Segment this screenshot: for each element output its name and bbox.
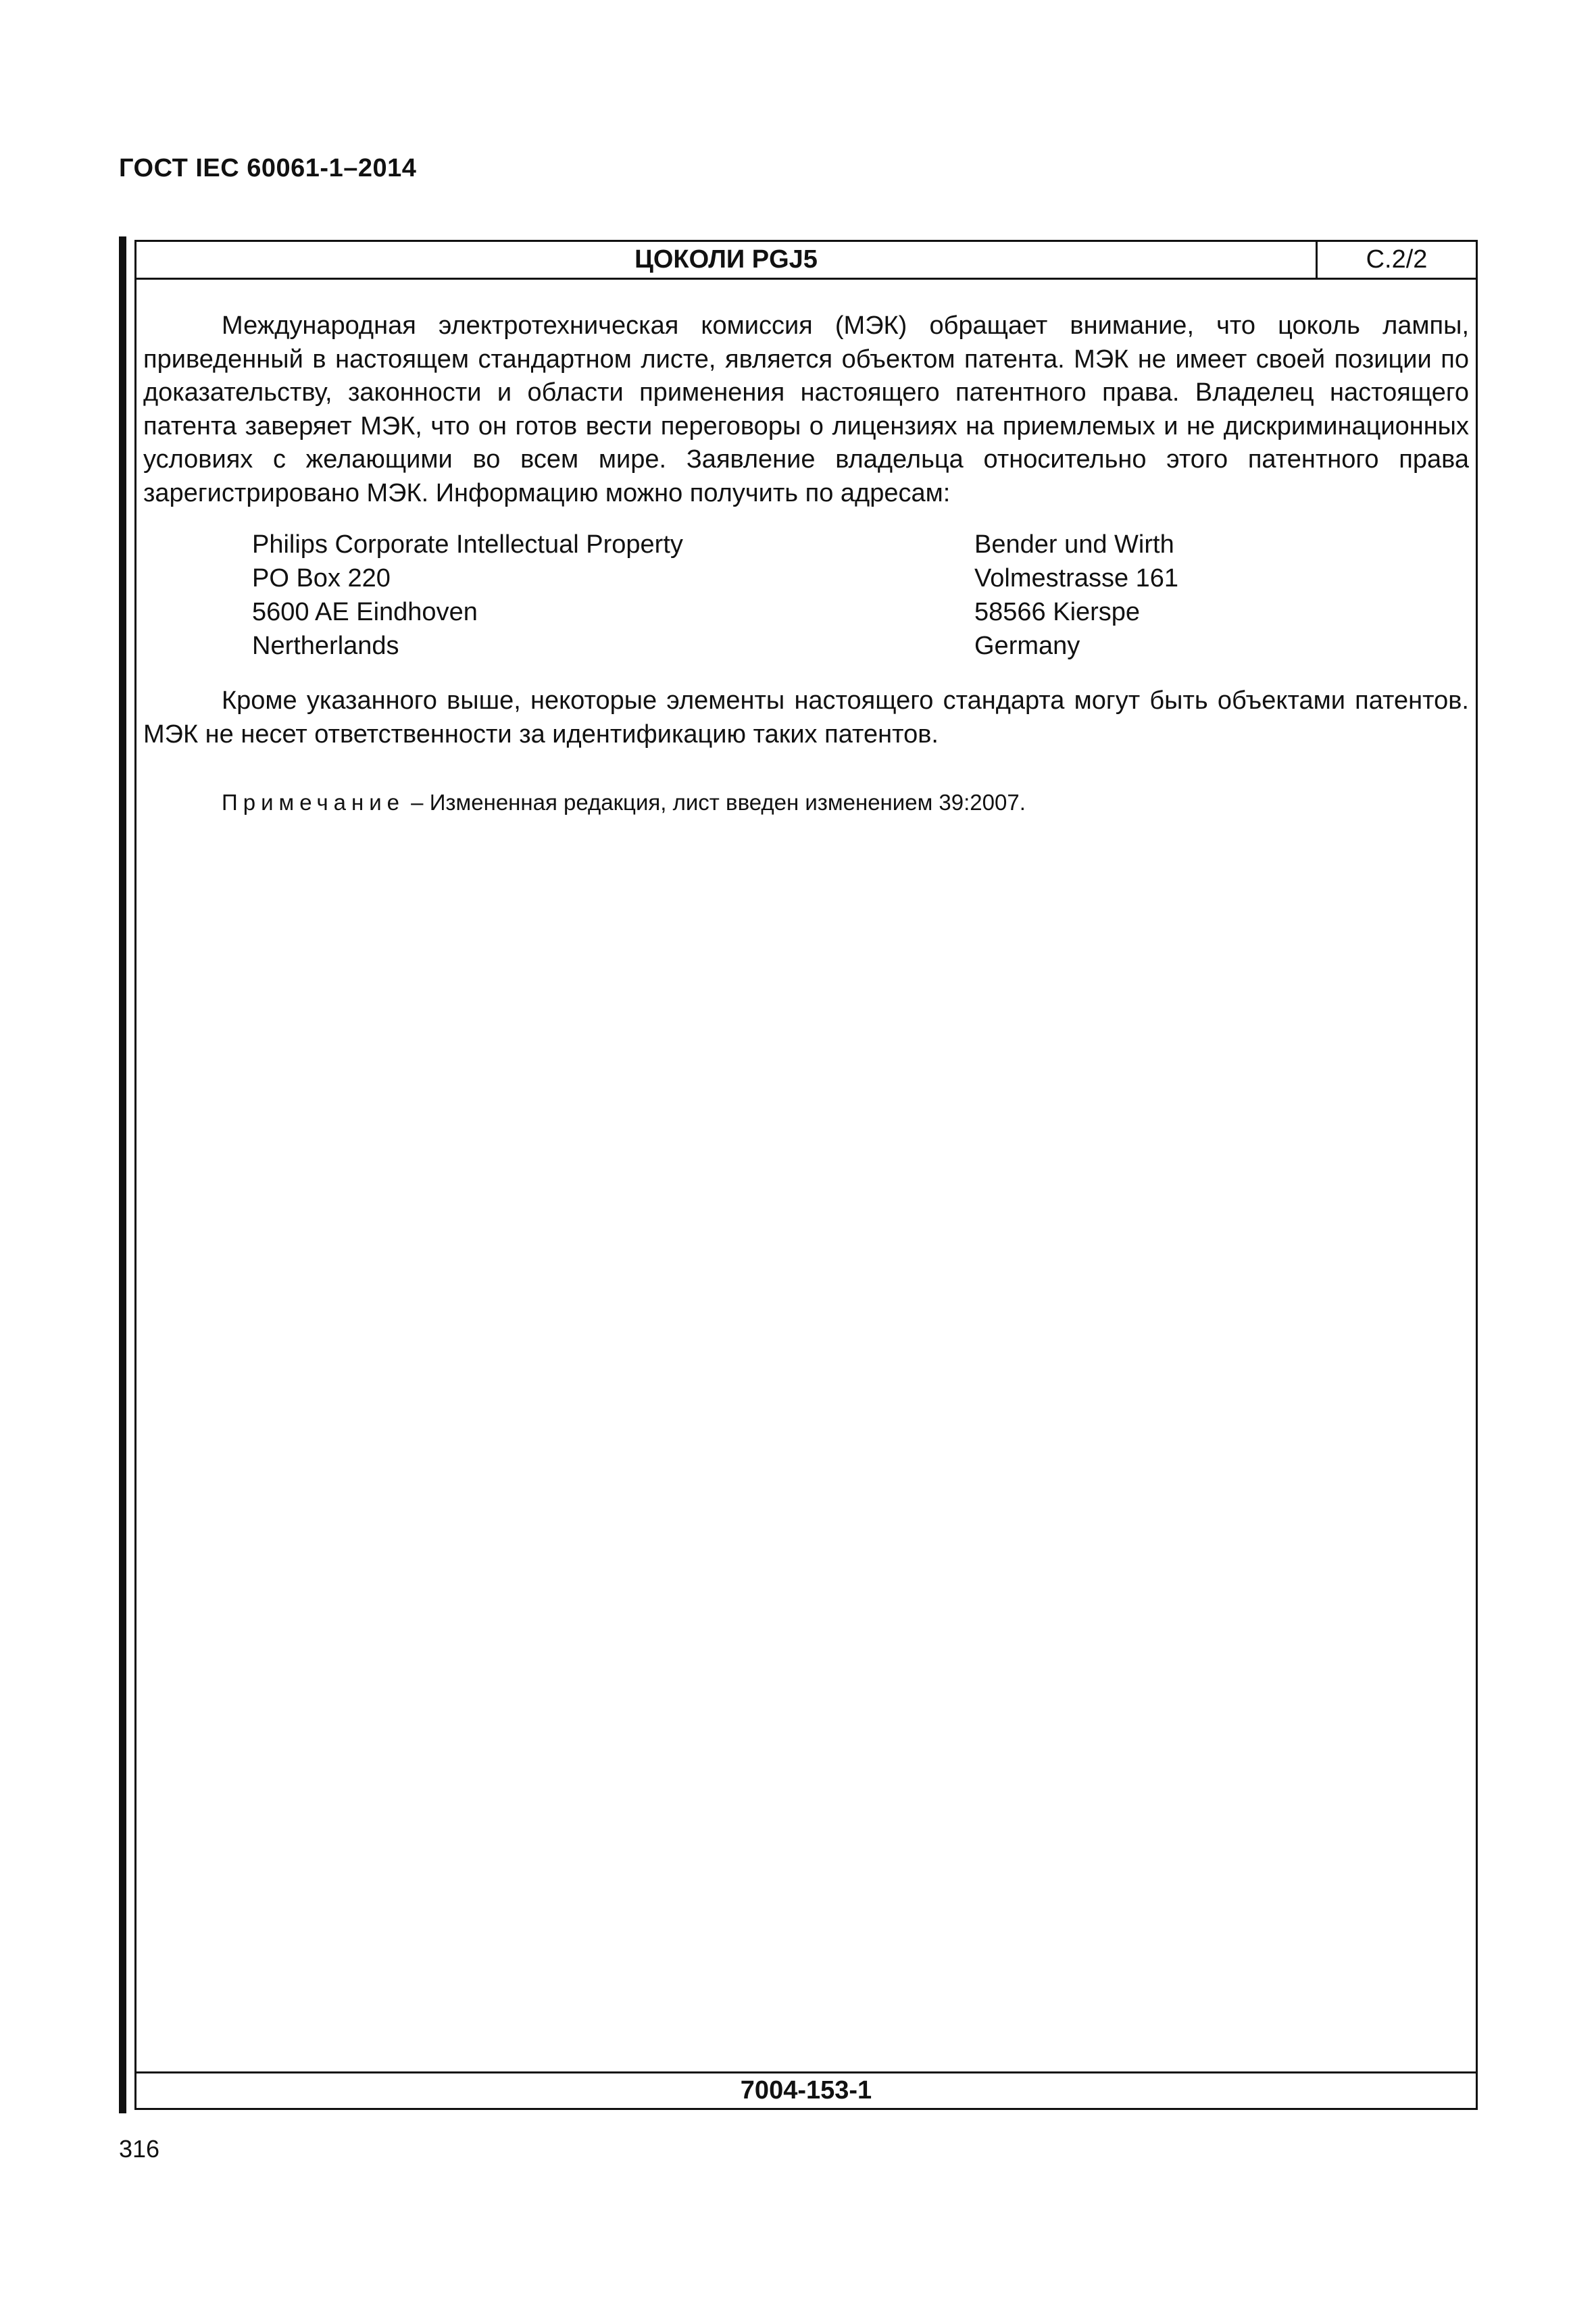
sheet-body [143, 309, 1469, 816]
patent-notice-paragraph: Международная электротехническая комиссия (МЭК) обращает внимание, что цоколь лампы, приведенный в настоящем стандартном листе, является объектом патента. МЭК не имеет своей позиции по доказательству, законности и области применения настоящего патентного права. Владелец настоящего патента заверяет МЭК, что он готов вести переговоры о лицензиях на приемлемых и не дискриминационных условиях с желающими во всем мире. Заявление владельца относительно этого патентного права зарегистрировано МЭК. Информацию можно получить по адресам: [143, 311, 1469, 507]
page-number: 316 [119, 2135, 160, 2163]
sheet-title-row [136, 242, 1476, 280]
sheet-number: 7004-153-1 [136, 2071, 1476, 2108]
sheet-title: ЦОКОЛИ PGJ5 [136, 242, 1318, 278]
address-philips [252, 528, 683, 663]
standard-sheet-frame [134, 240, 1478, 2110]
patent-disclaimer-paragraph: Кроме указанного выше, некоторые элементы настоящего стандарта могут быть объектами патентов. МЭК не несет ответственности за идентификацию таких патентов. [143, 686, 1469, 749]
sheet-note [143, 789, 1469, 816]
address-line: Philips Corporate Intellectual Property [252, 530, 683, 559]
patent-holder-addresses [143, 528, 1469, 667]
address-line: Volmestrasse 161 [974, 564, 1179, 593]
change-bar [119, 236, 126, 2113]
address-line: 5600 AE Eindhoven [252, 598, 478, 626]
address-line: PO Box 220 [252, 564, 391, 593]
note-label: Примечание [222, 790, 405, 815]
address-bender-und-wirth [974, 528, 1178, 663]
sheet-page-label: С.2/2 [1366, 245, 1428, 274]
document-standard-id: ГОСТ IEC 60061-1–2014 [119, 154, 417, 182]
note-text: – Измененная редакция, лист введен изменением 39:2007. [405, 790, 1026, 815]
address-line: Germany [974, 632, 1080, 660]
address-line: Bender und Wirth [974, 530, 1174, 559]
address-line: Nertherlands [252, 632, 399, 660]
address-line: 58566 Kierspe [974, 598, 1141, 626]
